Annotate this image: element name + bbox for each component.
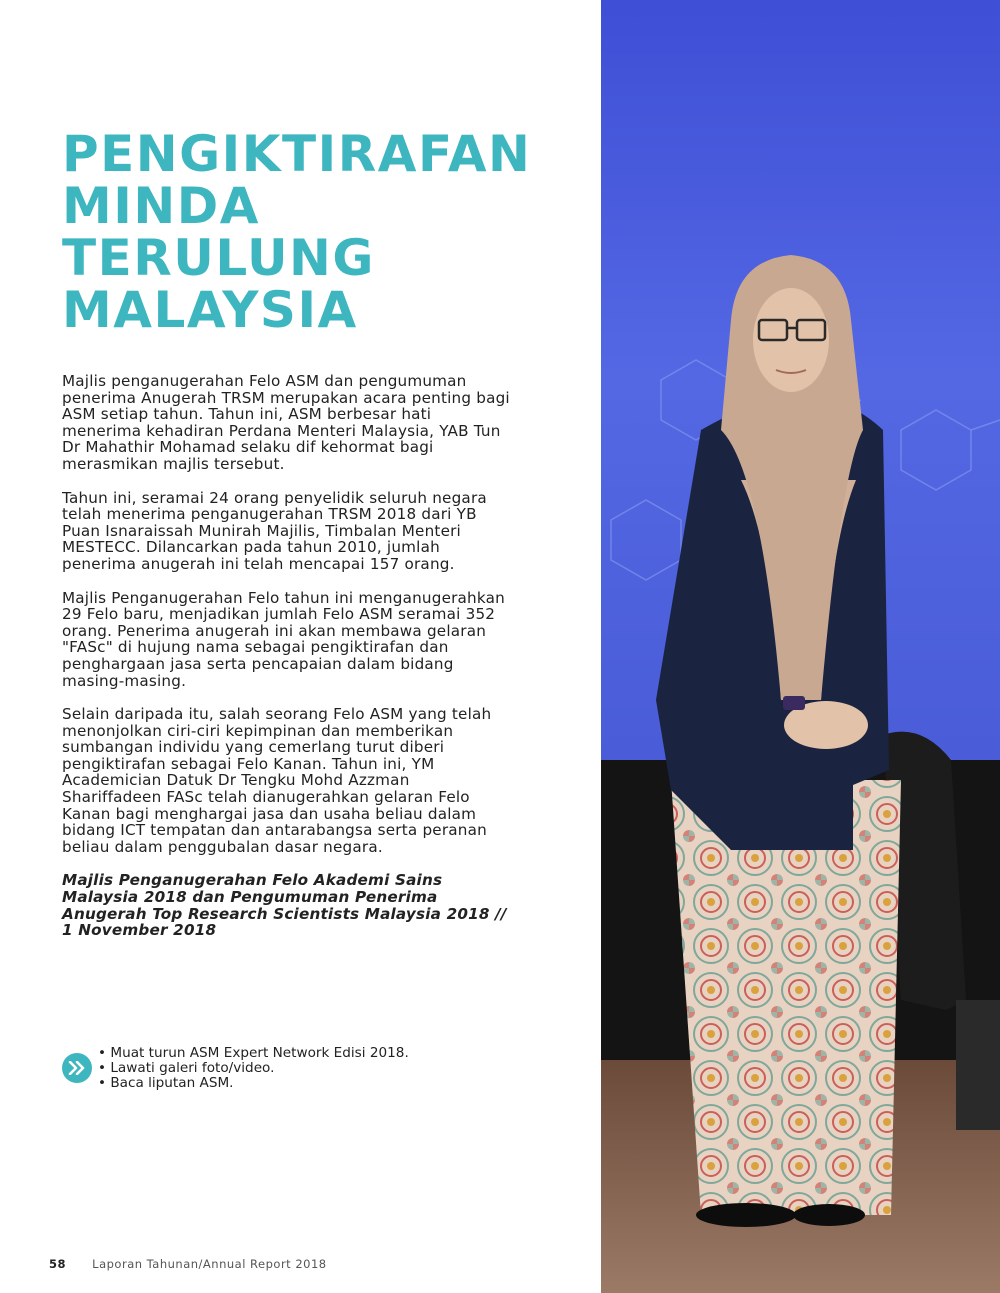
article-title	[62, 125, 562, 339]
publication-title: Laporan Tahunan/Annual Report 2018	[92, 1257, 327, 1271]
title-line: TERULUNG	[62, 229, 375, 287]
title-line: MINDA	[62, 177, 260, 235]
page-footer	[49, 1257, 327, 1271]
title-line: MALAYSIA	[62, 281, 358, 339]
body-paragraph: Majlis penganugerahan Felo ASM dan pengumuman penerima Anugerah TRSM merupakan acara penting bagi ASM setiap tahun. Tahun ini, ASM berbesar hati menerima kehadiran Perdana Menteri Malaysia, YAB Tun Dr Mahathir Mohamad selaku dif kehormat bagi merasmikan majlis tersebut.	[62, 372, 510, 473]
photo-caption: Majlis Penganugerahan Felo Akademi Sains Malaysia 2018 dan Pengumuman Penerima Anugerah Top Research Scientists Malaysia 2018 // 1 November 2018	[62, 871, 507, 940]
link-list	[98, 1046, 409, 1091]
title-line: PENGIKTIRAFAN	[62, 125, 532, 183]
link-photo-video-gallery[interactable]: • Lawati galeri foto/video.	[98, 1061, 409, 1076]
article-body	[62, 373, 512, 956]
body-paragraph: Selain daripada itu, salah seorang Felo ASM yang telah menonjolkan ciri-ciri kepimpinan dan memberikan sumbangan individu yang cemerlang turut diberi pengiktirafan sebagai Felo Kanan. Tahun ini, YM Academician Datuk Dr Tengku Mohd Azzman Shariffadeen FASc telah dianugerahkan gelaran Felo Kanan bagi menghargai jasa dan usaha beliau dalam bidang ICT tempatan dan antarabangsa serta peranan beliau dalam penggubalan dasar negara.	[62, 705, 492, 856]
link-asm-coverage[interactable]: • Baca liputan ASM.	[98, 1076, 409, 1091]
event-photo	[601, 0, 1000, 1293]
body-paragraph: Majlis Penganugerahan Felo tahun ini menganugerahkan 29 Felo baru, menjadikan jumlah Felo ASM seramai 352 orang. Penerima anugerah ini akan membawa gelaran "FASc" di hujung nama sebagai pengiktirafan dan penghargaan jasa serta pencapaian dalam bidang masing-masing.	[62, 588, 505, 690]
link-download-expert-network[interactable]: • Muat turun ASM Expert Network Edisi 2018.	[98, 1046, 409, 1061]
body-paragraph: Tahun ini, seramai 24 orang penyelidik seluruh negara telah menerima penganugerahan TRSM 2018 dari YB Puan Isnaraissah Munirah Majilis, Timbalan Menteri MESTECC. Dilancarkan pada tahun 2010, jumlah penerima anugerah ini telah mencapai 157 orang.	[62, 488, 487, 573]
double-chevron-right-icon[interactable]	[62, 1053, 92, 1083]
related-links	[62, 1046, 482, 1106]
page-number: 58	[49, 1257, 67, 1271]
